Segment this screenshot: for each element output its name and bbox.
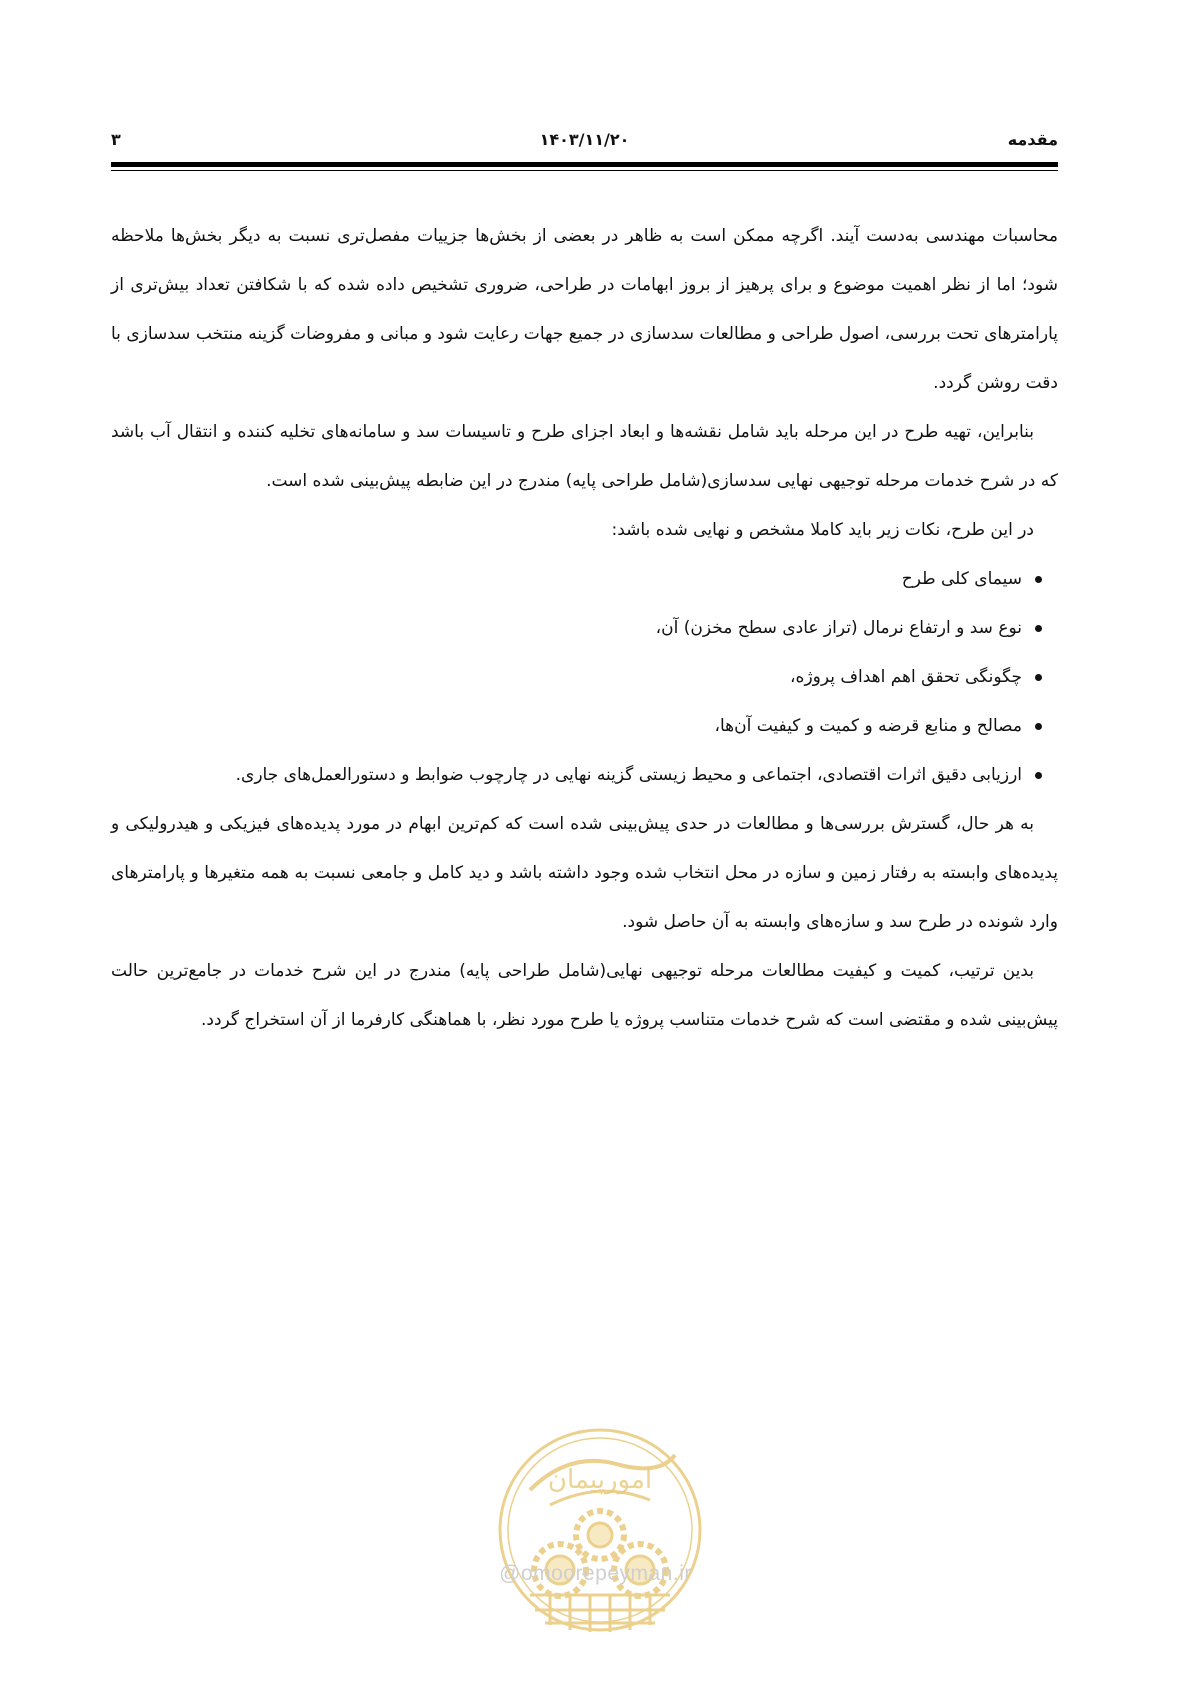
bullet-item: سیمای کلی طرح xyxy=(111,555,1022,604)
bullet-item: نوع سد و ارتفاع نرمال (تراز عادی سطح مخزن) آن، xyxy=(111,604,1022,653)
paragraph-5: بدین ترتیب، کمیت و کیفیت مطالعات مرحله توجیهی نهایی(شامل طراحی پایه) مندرج در این شرح خدمات در جامع‌ترین حالت پیش‌بینی شده و مقتضی است که شرح خدمات متناسب پروژه یا طرح مورد نظر، با هماهنگی کارفرما از آن استخراج گردد. xyxy=(111,961,1058,1030)
bullet-item: ارزیابی دقیق اثرات اقتصادی، اجتماعی و محیط زیستی گزینه نهایی در چارچوب ضوابط و دستورالعمل‌های جاری. xyxy=(111,751,1022,800)
page-number: ۳ xyxy=(111,130,121,149)
paragraph-2: بنابراین، تهیه طرح در این مرحله باید شامل نقشه‌ها و ابعاد اجزای طرح و تاسیسات سد و سامانه‌های تخلیه کننده و انتقال آب باشد که در شرح خدمات مرحله توجیهی نهایی سدسازی(شامل طراحی پایه) مندرج در این ضابطه پیش‌بینی شده است. xyxy=(111,422,1058,491)
document-body xyxy=(111,212,1058,1045)
watermark-logo-icon xyxy=(490,1410,710,1660)
watermark-logo-text: امورپیمان xyxy=(547,1465,653,1495)
bullet-list xyxy=(111,555,1058,800)
watermark-url: @omoorepeyman.ir xyxy=(499,1562,692,1585)
paragraph-3: در این طرح، نکات زیر باید کاملا مشخص و نهایی شده باشد: xyxy=(611,520,1034,540)
section-title: مقدمه xyxy=(1007,130,1058,149)
header-rule-thick xyxy=(111,162,1058,167)
bullet-item: مصالح و منابع قرضه و کمیت و کیفیت آن‌ها، xyxy=(111,702,1022,751)
header-date: ۱۴۰۳/۱۱/۲۰ xyxy=(539,130,630,149)
paragraph-1: محاسبات مهندسی به‌دست آیند. اگرچه ممکن است به ظاهر در بعضی از بخش‌ها جزییات مفصل‌تری نسبت به دیگر بخش‌ها ملاحظه شود؛ اما از نظر اهمیت موضوع و برای پرهیز از بروز ابهامات در طراحی، ضروری تشخیص داده شده که با شکافتن تعداد بیش‌تری از پارامترهای تحت بررسی، اصول طراحی و مطالعات سدسازی در جمیع جهات رعایت شود و مبانی و مفروضات گزینه منتخب سدسازی با دقت روشن گردد. xyxy=(111,226,1058,393)
page-header xyxy=(111,130,1058,152)
paragraph-4: به هر حال، گسترش بررسی‌ها و مطالعات در حدی پیش‌بینی شده است که کم‌ترین ابهام در مورد پدیده‌های فیزیکی و هیدرولیکی و پدیده‌های وابسته به رفتار زمین و سازه در محل انتخاب شده وجود داشته باشد و دید کامل و جامعی نسبت به همه متغیرها و پارامترهای وارد شونده در طرح سد و سازه‌های وابسته به آن حاصل شود. xyxy=(111,814,1058,932)
bullet-item: چگونگی تحقق اهم اهداف پروژه، xyxy=(111,653,1022,702)
header-rule-thin xyxy=(111,170,1058,171)
